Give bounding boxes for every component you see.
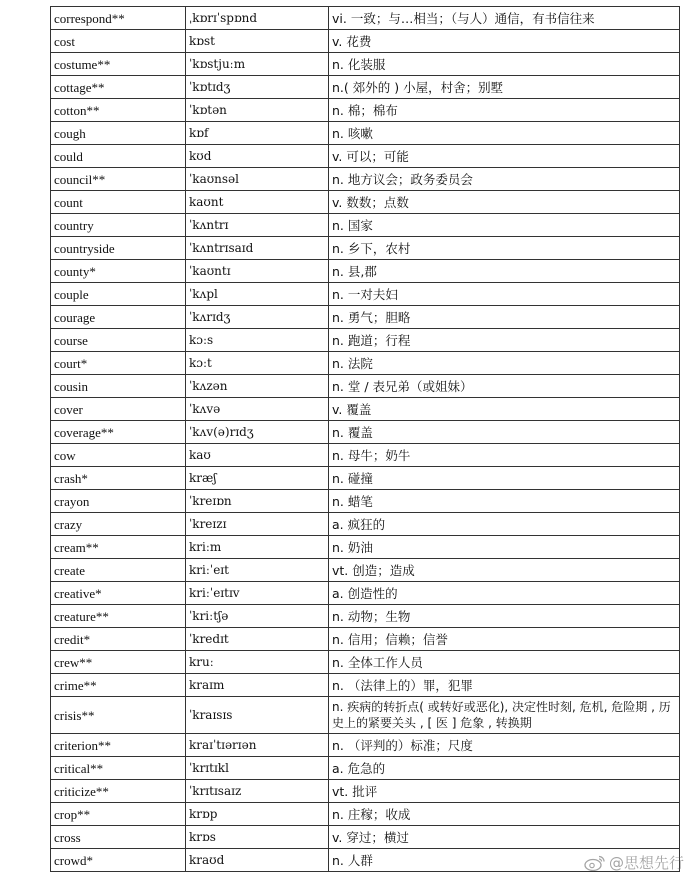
table-row	[51, 697, 680, 734]
table-row	[51, 536, 680, 559]
word-cell: countryside	[51, 237, 186, 260]
word-cell: courage	[51, 306, 186, 329]
table-row	[51, 76, 680, 99]
word-cell: cream**	[51, 536, 186, 559]
table-row	[51, 168, 680, 191]
definition-cell: vt. 批评	[329, 780, 680, 803]
word-cell: cottage**	[51, 76, 186, 99]
table-row	[51, 99, 680, 122]
phonetic-cell: ˈkriːtʃə	[186, 605, 329, 628]
table-row	[51, 53, 680, 76]
definition-cell: n. 信用；信赖；信誉	[329, 628, 680, 651]
definition-cell: n. 地方议会；政务委员会	[329, 168, 680, 191]
table-row	[51, 30, 680, 53]
word-cell: country	[51, 214, 186, 237]
word-cell: cover	[51, 398, 186, 421]
phonetic-cell: ˈkredɪt	[186, 628, 329, 651]
word-cell: cow	[51, 444, 186, 467]
definition-cell: n. 全体工作人员	[329, 651, 680, 674]
table-row	[51, 145, 680, 168]
word-cell: crisis**	[51, 697, 186, 734]
definition-cell: v. 数数；点数	[329, 191, 680, 214]
phonetic-cell: ˈkraɪsɪs	[186, 697, 329, 734]
definition-cell: v. 穿过；横过	[329, 826, 680, 849]
definition-cell: n. 化装服	[329, 53, 680, 76]
phonetic-cell: ˈkʌzən	[186, 375, 329, 398]
definition-cell: vt. 创造；造成	[329, 559, 680, 582]
definition-cell: n. 母牛；奶牛	[329, 444, 680, 467]
phonetic-cell: kɔːt	[186, 352, 329, 375]
word-cell: cross	[51, 826, 186, 849]
definition-cell: v. 可以；可能	[329, 145, 680, 168]
word-cell: cousin	[51, 375, 186, 398]
table-row	[51, 467, 680, 490]
table-row	[51, 674, 680, 697]
definition-cell: n. 勇气；胆略	[329, 306, 680, 329]
phonetic-cell: kræʃ	[186, 467, 329, 490]
word-cell: couple	[51, 283, 186, 306]
definition-cell: n. 堂 / 表兄弟（或姐妹）	[329, 375, 680, 398]
table-row	[51, 780, 680, 803]
table-row	[51, 826, 680, 849]
table-row	[51, 260, 680, 283]
phonetic-cell: ˈkʌv(ə)rɪdʒ	[186, 421, 329, 444]
word-cell: credit*	[51, 628, 186, 651]
phonetic-cell: kɒst	[186, 30, 329, 53]
word-cell: cotton**	[51, 99, 186, 122]
definition-cell: n. （评判的）标准；尺度	[329, 734, 680, 757]
phonetic-cell: ˌkɒrɪˈspɒnd	[186, 7, 329, 30]
definition-cell: n. 国家	[329, 214, 680, 237]
definition-cell: n. 跑道；行程	[329, 329, 680, 352]
phonetic-cell: kriːm	[186, 536, 329, 559]
definition-cell: n. 动物；生物	[329, 605, 680, 628]
word-cell: crazy	[51, 513, 186, 536]
phonetic-cell: ˈkrɪtɪkl	[186, 757, 329, 780]
word-cell: cost	[51, 30, 186, 53]
phonetic-cell: kraɪˈtɪərɪən	[186, 734, 329, 757]
definition-cell: v. 覆盖	[329, 398, 680, 421]
word-cell: council**	[51, 168, 186, 191]
table-row	[51, 352, 680, 375]
vocabulary-table	[50, 6, 680, 872]
weibo-icon	[584, 854, 606, 872]
table-row	[51, 734, 680, 757]
phonetic-cell: kɒf	[186, 122, 329, 145]
word-cell: critical**	[51, 757, 186, 780]
phonetic-cell: kʊd	[186, 145, 329, 168]
watermark	[584, 852, 684, 873]
word-cell: costume**	[51, 53, 186, 76]
phonetic-cell: kɔːs	[186, 329, 329, 352]
table-row	[51, 7, 680, 30]
word-cell: crash*	[51, 467, 186, 490]
definition-cell: n. 法院	[329, 352, 680, 375]
watermark-text: @思想先行	[608, 854, 684, 872]
phonetic-cell: ˈkɒstjuːm	[186, 53, 329, 76]
word-cell: count	[51, 191, 186, 214]
definition-cell: n. 棉；棉布	[329, 99, 680, 122]
word-cell: course	[51, 329, 186, 352]
vocabulary-table-body	[51, 7, 680, 872]
phonetic-cell: kraʊd	[186, 849, 329, 872]
definition-cell: n.( 郊外的 ) 小屋，村舍；别墅	[329, 76, 680, 99]
word-cell: crime**	[51, 674, 186, 697]
phonetic-cell: ˈkʌrɪdʒ	[186, 306, 329, 329]
table-row	[51, 398, 680, 421]
definition-cell: vi. 一致；与…相当；（与人）通信，有书信往来	[329, 7, 680, 30]
table-row	[51, 191, 680, 214]
phonetic-cell: ˈkaʊntɪ	[186, 260, 329, 283]
definition-cell: a. 疯狂的	[329, 513, 680, 536]
definition-cell: n. 乡下，农村	[329, 237, 680, 260]
definition-cell: n. 覆盖	[329, 421, 680, 444]
phonetic-cell: kriːˈeɪt	[186, 559, 329, 582]
definition-cell: n. 咳嗽	[329, 122, 680, 145]
word-cell: coverage**	[51, 421, 186, 444]
table-row	[51, 605, 680, 628]
definition-cell: n. 疾病的转折点( 或转好或恶化), 决定性时刻, 危机, 危险期 , 历史上的紧要关头 , [ 医 ] 危象 , 转换期	[329, 697, 680, 734]
table-row	[51, 122, 680, 145]
table-row	[51, 329, 680, 352]
definition-cell: n. 碰撞	[329, 467, 680, 490]
phonetic-cell: ˈkʌntrɪ	[186, 214, 329, 237]
table-row	[51, 651, 680, 674]
phonetic-cell: ˈkʌvə	[186, 398, 329, 421]
phonetic-cell: kaʊ	[186, 444, 329, 467]
table-row	[51, 490, 680, 513]
word-cell: creative*	[51, 582, 186, 605]
table-row	[51, 421, 680, 444]
phonetic-cell: kriːˈeɪtɪv	[186, 582, 329, 605]
phonetic-cell: ˈkʌpl	[186, 283, 329, 306]
definition-cell: a. 危急的	[329, 757, 680, 780]
table-row	[51, 283, 680, 306]
phonetic-cell: krɒp	[186, 803, 329, 826]
word-cell: crop**	[51, 803, 186, 826]
phonetic-cell: ˈkaʊnsəl	[186, 168, 329, 191]
table-row	[51, 214, 680, 237]
definition-cell: n. （法律上的）罪，犯罪	[329, 674, 680, 697]
word-cell: crayon	[51, 490, 186, 513]
word-cell: crowd*	[51, 849, 186, 872]
word-cell: cough	[51, 122, 186, 145]
definition-cell: n. 奶油	[329, 536, 680, 559]
phonetic-cell: kaʊnt	[186, 191, 329, 214]
definition-cell: a. 创造性的	[329, 582, 680, 605]
word-cell: court*	[51, 352, 186, 375]
phonetic-cell: kruː	[186, 651, 329, 674]
table-row	[51, 375, 680, 398]
phonetic-cell: ˈkreɪzɪ	[186, 513, 329, 536]
table-row	[51, 757, 680, 780]
definition-cell: n. 庄稼；收成	[329, 803, 680, 826]
word-cell: correspond**	[51, 7, 186, 30]
phonetic-cell: krɒs	[186, 826, 329, 849]
word-cell: crew**	[51, 651, 186, 674]
table-row	[51, 444, 680, 467]
phonetic-cell: ˈkɒtən	[186, 99, 329, 122]
phonetic-cell: ˈkɒtɪdʒ	[186, 76, 329, 99]
table-row	[51, 628, 680, 651]
phonetic-cell: ˈkreɪɒn	[186, 490, 329, 513]
table-row	[51, 559, 680, 582]
table-row	[51, 582, 680, 605]
definition-cell: v. 花费	[329, 30, 680, 53]
table-row	[51, 237, 680, 260]
phonetic-cell: ˈkrɪtɪsaɪz	[186, 780, 329, 803]
phonetic-cell: kraɪm	[186, 674, 329, 697]
word-cell: county*	[51, 260, 186, 283]
table-row	[51, 513, 680, 536]
table-row	[51, 306, 680, 329]
table-row	[51, 803, 680, 826]
word-cell: criticize**	[51, 780, 186, 803]
phonetic-cell: ˈkʌntrɪsaɪd	[186, 237, 329, 260]
word-cell: could	[51, 145, 186, 168]
word-cell: criterion**	[51, 734, 186, 757]
definition-cell: n. 县,郡	[329, 260, 680, 283]
word-cell: creature**	[51, 605, 186, 628]
definition-cell: n. 人群	[329, 849, 680, 872]
definition-cell: n. 一对夫妇	[329, 283, 680, 306]
definition-cell: n. 蜡笔	[329, 490, 680, 513]
word-cell: create	[51, 559, 186, 582]
